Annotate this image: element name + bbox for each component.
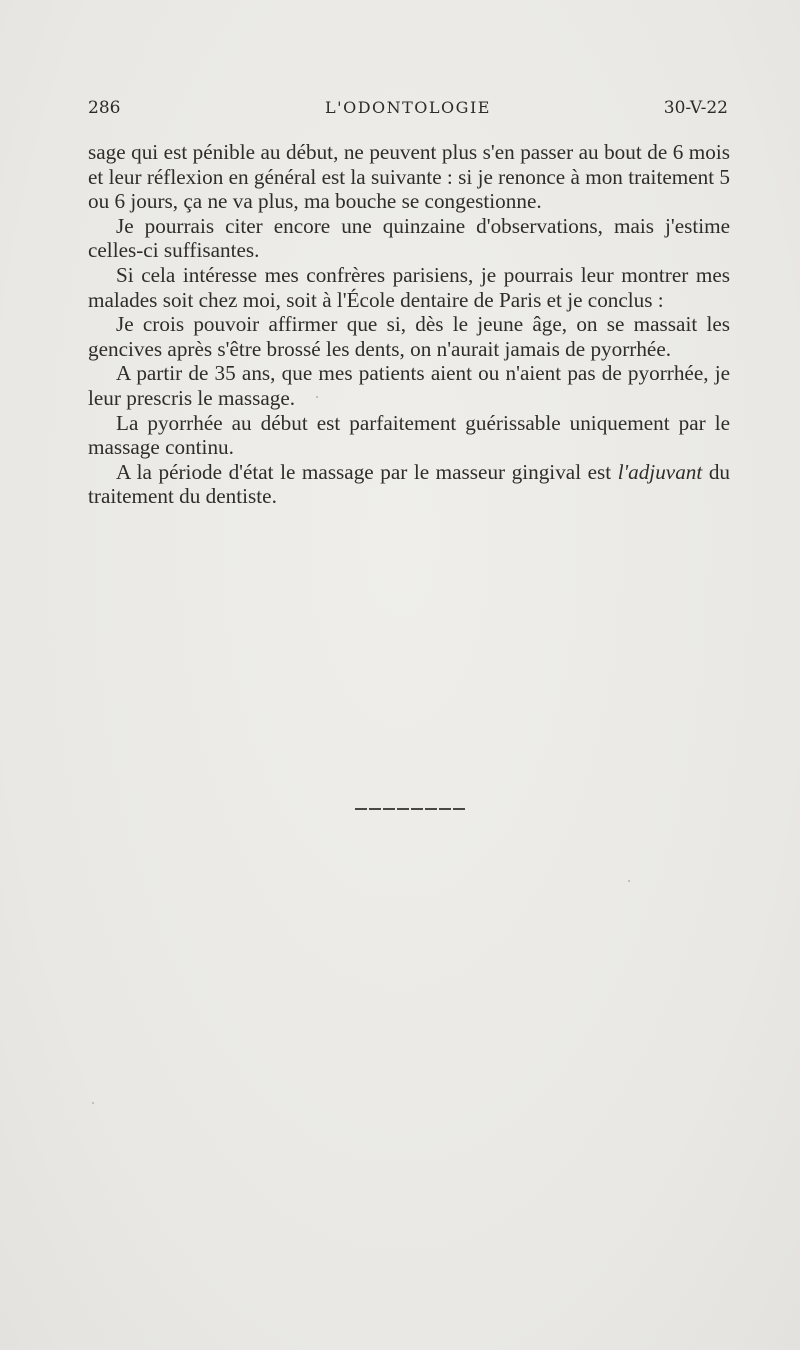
text-segment: A la période d'état le massage par le masseur gingival est	[116, 459, 618, 484]
paper-speck	[92, 1102, 94, 1104]
running-header	[88, 98, 728, 128]
page-number: 286	[88, 98, 121, 118]
issue-date: 30-V-22	[663, 98, 728, 118]
journal-title: L'ODONTOLOGIE	[325, 98, 491, 117]
section-separator-rule	[355, 808, 465, 810]
paragraph: Je pourrais citer encore une quinzaine d'observations, mais j'estime celles-ci suffisantes.	[88, 213, 730, 263]
italic-term: l'adjuvant	[617, 459, 703, 484]
paper-speck	[628, 880, 630, 882]
paragraph: A partir de 35 ans, que mes patients aient ou n'aient pas de pyorrhée, je leur prescris le massage.	[88, 361, 730, 410]
text-segment: du traitement du dentiste.	[88, 459, 731, 509]
paragraph-conclusion	[88, 460, 730, 509]
paragraph: La pyorrhée au début est parfaitement guérissable uniquement par le massage continu.	[88, 410, 730, 460]
paragraph: sage qui est pénible au début, ne peuvent plus s'en passer au bout de 6 mois et leur réflexion en général est la suivante : si je renonce à mon traitement 5 ou 6 jours, ça ne va plus, ma bouche se congestionne.	[88, 140, 730, 214]
paper-speck	[316, 396, 318, 398]
paragraph: Je crois pouvoir affirmer que si, dès le jeune âge, on se massait les gencives après s'être brossé les dents, on n'aurait jamais de pyorrhée.	[88, 312, 730, 361]
article-body	[88, 140, 730, 509]
paragraph: Si cela intéresse mes confrères parisiens, je pourrais leur montrer mes malades soit chez moi, soit à l'École dentaire de Paris et je conclus :	[88, 262, 730, 312]
